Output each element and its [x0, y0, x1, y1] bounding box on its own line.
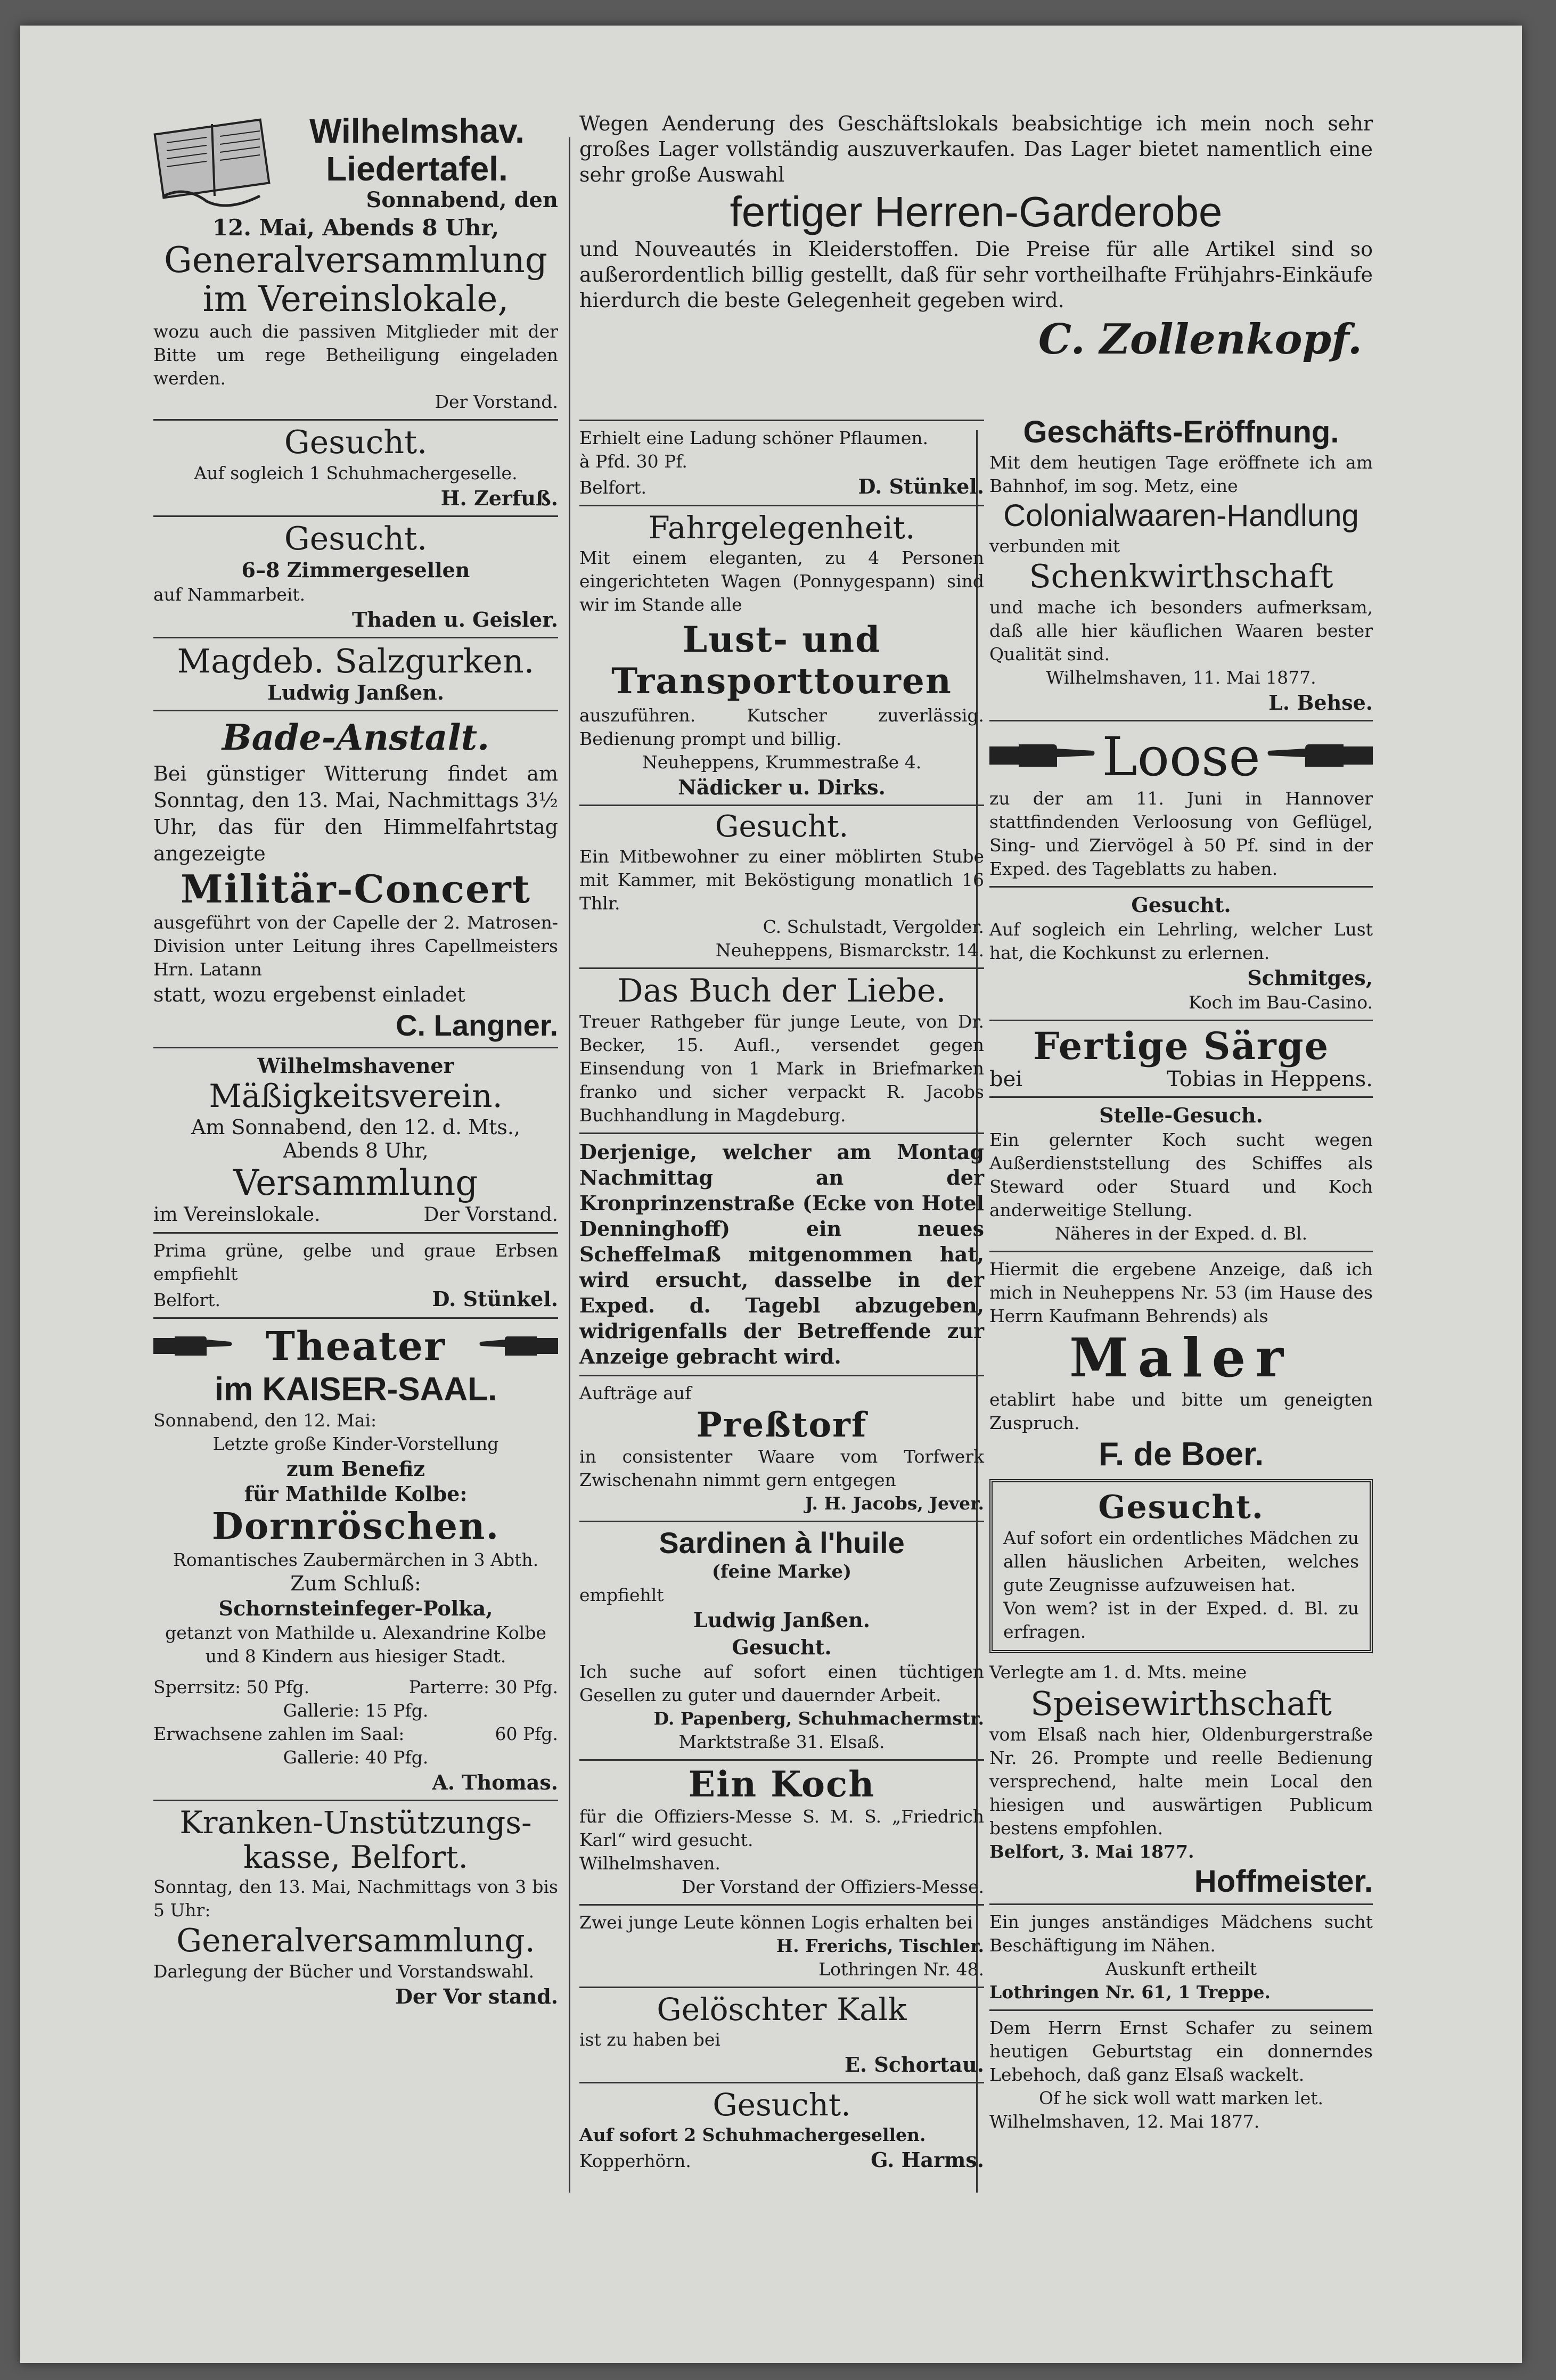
ad-headline: Generalversammlung [163, 240, 547, 281]
ad-body: etablirt habe und bitte um geneigten Zuspruch. [989, 1389, 1373, 1434]
ad-maessigkeitsverein [153, 1054, 558, 1227]
ad-line: bei [989, 1067, 1023, 1092]
songbook-icon [153, 111, 276, 214]
ad-signature: H. Zerfuß. [440, 486, 558, 510]
ad-title: Gesucht. [284, 520, 428, 557]
ad-line: à Pfd. 30 Pf. [579, 451, 687, 472]
ad-zollenkopf [579, 111, 1373, 366]
ad-place: Belfort, 3. Mai 1877. [989, 1841, 1194, 1862]
ad-gesucht-zimmer [153, 522, 558, 631]
ad-krankenkasse [153, 1804, 558, 2009]
divider [153, 1047, 558, 1048]
ad-scheffelmass [579, 1139, 984, 1369]
ad-signature: G. Harms. [871, 2147, 984, 2172]
ad-line: Schornsteinfeger-Polka, [218, 1596, 493, 1620]
ad-line: Romantisches Zaubermärchen in 3 Abth. [173, 1549, 539, 1570]
ad-line: Erhielt eine Ladung schöner Pflaumen. [579, 428, 928, 448]
ad-gesucht-maedchen [989, 1479, 1373, 1653]
divider [579, 1375, 984, 1376]
ad-line: Wilhelmshaven. [579, 1852, 720, 1874]
ad-body: Mit einem eleganten, zu 4 Personen eingerichteten Wagen (Ponnygespann) sind wir im Stande alle [579, 547, 984, 615]
ad-title: Loose [1102, 725, 1260, 788]
ad-line: empfiehlt [579, 1584, 664, 1605]
ad-place: Belfort. [153, 1290, 220, 1311]
divider [989, 720, 1373, 721]
ad-signature: H. Frerichs, Tischler. [776, 1935, 984, 1956]
ad-title: kasse, Belfort. [243, 1839, 468, 1875]
pointing-hand-icon [1266, 737, 1373, 776]
ad-signature: D. Stünkel. [858, 474, 984, 498]
ad-sardinen [579, 1525, 984, 1632]
ad-signature: Schmitges, [1247, 965, 1373, 990]
ad-place: Belfort. [579, 477, 646, 498]
ad-signature: Der Vorstand der Offiziers-Messe. [682, 1876, 984, 1897]
ad-geburtstag [989, 2016, 1373, 2133]
price-item: Erwachsene zahlen im Saal: [153, 1723, 405, 1744]
divider [153, 710, 558, 711]
ad-signature: D. Papenberg, Schuhmachermstr. [653, 1708, 984, 1729]
ad-maler [989, 1258, 1373, 1472]
pointing-hand-icon [153, 1330, 233, 1364]
ad-body: Mit dem heutigen Tage eröffnete ich am Bahnhof, im sog. Metz, eine [989, 452, 1373, 496]
divider [153, 1317, 558, 1319]
ad-badeanstalt [153, 717, 558, 1041]
ad-signature: J. H. Jacobs, Jever. [805, 1492, 984, 1514]
divider [579, 2082, 984, 2083]
ad-body: Wegen Aenderung des Geschäftslokals beabsichtige ich mein noch sehr großes Lager vollständig auszuverkaufen. Das Lager bietet namentlich eine sehr große Auswahl [579, 112, 1373, 186]
ad-body: Zwei junge Leute können Logis erhalten bei [579, 1911, 973, 1933]
divider [579, 505, 984, 506]
ad-title: Gelöschter Kalk [657, 1991, 907, 2028]
ad-title: Gesucht. [1098, 1489, 1264, 1527]
divider [153, 637, 558, 638]
divider [579, 1132, 984, 1134]
ad-presstorf [579, 1382, 984, 1515]
ad-line: Letzte große Kinder-Vorstellung [212, 1433, 499, 1455]
ad-title: Gesucht. [715, 809, 849, 844]
ad-body: Auf sofort ein ordentliches Mädchen zu allen häuslichen Arbeiten, welches gute Zeugnisse aufzuweisen hat. [1003, 1528, 1359, 1596]
ad-body: Auf sogleich 1 Schuhmachergeselle. [194, 462, 518, 483]
price-item: Sperrsitz: 50 Pfg. [153, 1676, 310, 1697]
ad-headline: Maler [1069, 1326, 1293, 1390]
ad-body: Ich suche auf sofort einen tüchtigen Gesellen zu guter und dauernder Arbeit. [579, 1661, 984, 1705]
ad-signature: Hoffmeister. [1194, 1864, 1373, 1899]
divider [153, 1232, 558, 1234]
ad-signature: Ludwig Janßen. [267, 680, 444, 704]
column-right [989, 414, 1373, 2203]
ad-signature: F. de Boer. [1098, 1436, 1264, 1473]
newspaper-page [20, 26, 1522, 2363]
ad-title: Ein Koch [688, 1763, 875, 1805]
ad-stelle-gesuch [989, 1103, 1373, 1245]
ad-headline: Lust- und Transporttouren [611, 618, 952, 702]
ad-line: Auf sofort 2 Schuhmachergesellen. [579, 2124, 926, 2145]
divider [989, 1903, 1373, 1905]
ad-signature: Der Vorstand. [435, 391, 558, 412]
ad-headline: Colonialwaaren-Handlung [1003, 498, 1359, 533]
ad-body: Derjenige, welcher am Montag Nachmittag an der Kronprinzenstraße (Ecke von Hotel Denninghoff) ein neues Scheffelmaß mitgenommen hat, wird ersucht, dasselbe in der Exped. d. Tagebl abzugeben, widrigenfalls der Betreffende zur Anzeige gebracht wird. [579, 1139, 984, 1368]
ad-erbsen [153, 1239, 558, 1312]
ad-body: Darlegung der Bücher und Vorstandswahl. [153, 1961, 535, 1982]
ad-body: vom Elsaß nach hier, Oldenburgerstraße Nr. 26. Prompte und reelle Bedienung versprechend, halte mein Local den hiesigen und auswärtigen Publicum bestens empfohlen. [989, 1724, 1373, 1839]
ad-title: Bade-Anstalt. [222, 716, 490, 758]
ad-line: Auskunft ertheilt [1105, 1958, 1257, 1980]
ad-signature: Tobias in Heppens. [1167, 1067, 1373, 1092]
ad-headline: Preßtorf [696, 1405, 867, 1445]
ad-line: auf Nammarbeit. [153, 584, 306, 605]
ad-line: für Mathilde Kolbe: [244, 1482, 468, 1506]
ad-signature: A. Thomas. [432, 1770, 558, 1794]
divider [153, 515, 558, 517]
price-row [153, 1676, 558, 1699]
ad-gesucht-geselle [579, 1635, 984, 1754]
ad-signature: Neuheppens, Bismarckstr. 14. [715, 939, 984, 961]
ad-signature: E. Schortau. [844, 2052, 984, 2077]
ad-signature: L. Behse. [1268, 690, 1373, 715]
divider [579, 805, 984, 806]
ad-subtitle: (feine Marke) [711, 1561, 852, 1582]
ad-headline: im Vereinslokale, [202, 278, 509, 320]
ad-headline: Speisewirthschaft [1030, 1684, 1332, 1724]
ad-place: Wilhelmshaven, 12. Mai 1877. [989, 2111, 1260, 2132]
ad-body: für die Offiziers-Messe S. M. S. „Friedrich Karl“ wird gesucht. [579, 1805, 984, 1850]
price-row [153, 1722, 558, 1746]
ad-line: zum Benefiz [286, 1457, 425, 1481]
ad-body: wozu auch die passiven Mitglieder mit der Bitte um rege Betheiligung eingeladen werden. [153, 321, 558, 389]
ad-koch [579, 1763, 984, 1899]
ad-logis [579, 1911, 984, 1981]
ad-body: Auf sogleich ein Lehrling, welcher Lust hat, die Kochkunst zu erlernen. [989, 918, 1373, 963]
pointing-hand-icon [989, 737, 1096, 776]
ad-line: Lothringen Nr. 61, 1 Treppe. [989, 1982, 1271, 2003]
ad-body: Bei günstiger Witterung findet am Sonntag, den 13. Mai, Nachmittags 3½ Uhr, das für den Himmelfahrtstag angezeigte [153, 761, 558, 865]
ad-geschaefts-eroeffnung [989, 416, 1373, 715]
ad-headline: Dornröschen. [211, 1505, 500, 1548]
ad-body: Ein gelernter Koch sucht wegen Außerdienststellung des Schiffes als Steward oder Stuard und Koch anderweitige Stellung. [989, 1129, 1373, 1221]
ad-body: Sonntag, den 13. Mai, Nachmittags von 3 bis 5 Uhr: [153, 1876, 558, 1921]
ad-title: Liedertafel. [326, 150, 508, 188]
ad-title: Gesucht. [713, 2086, 851, 2123]
ad-signature: D. Stünkel. [432, 1287, 558, 1311]
ad-place: Kopperhörn. [579, 2150, 691, 2171]
ad-signature: C. Langner. [396, 1008, 558, 1043]
ad-body: Dem Herrn Ernst Schafer zu seinem heutigen Geburtstag ein donnerndes Lebehoch, daß ganz Elsaß wackelt. [989, 2017, 1373, 2086]
ad-gesucht-mitbewohner [579, 811, 984, 962]
ad-signature: Ludwig Janßen. [693, 1607, 870, 1632]
ad-title: Gesucht. [732, 1635, 832, 1659]
ad-headline: Militär-Concert [181, 866, 531, 912]
ad-body: Hiermit die ergebene Anzeige, daß ich mich in Neuheppens Nr. 53 (im Hause des Herrn Kaufmann Behrends) als [989, 1259, 1373, 1327]
ad-title: Mäßigkeitsverein. [209, 1078, 503, 1115]
ad-line: Von wem? ist in der Exped. d. Bl. zu erfragen. [1003, 1598, 1359, 1643]
ad-place: Wilhelmshaven, 11. Mai 1877. [1046, 667, 1316, 688]
divider [989, 2009, 1373, 2011]
ad-title: Fertige Särge [1033, 1023, 1330, 1068]
ad-date: 12. Mai, Abends 8 Uhr, [212, 215, 499, 241]
ad-line: Of he sick woll watt marken let. [1039, 2088, 1323, 2109]
ad-title: Kranken-Unstützungs- [179, 1804, 532, 1841]
ad-title: im KAISER-SAAL. [214, 1371, 497, 1408]
ad-body: statt, wozu ergebenst einladet [153, 983, 465, 1007]
column-middle [579, 414, 984, 2203]
divider [153, 419, 558, 421]
ad-line: im Vereinslokale. [153, 1204, 321, 1226]
ad-title: Fahrgelegenheit. [648, 510, 915, 546]
ad-signature: Der Vor stand. [395, 1984, 558, 2009]
ad-date: Sonnabend, den [366, 187, 558, 213]
ad-line: Zum Schluß: [290, 1571, 421, 1595]
column-left [153, 111, 558, 2203]
ad-line: Neuheppens, Krummestraße 4. [642, 751, 922, 773]
ad-naehen [989, 1910, 1373, 2004]
ad-headline: Schenkwirthschaft [1029, 557, 1333, 595]
price-item: Parterre: 30 Pfg. [408, 1676, 558, 1697]
ad-kalk [579, 1993, 984, 2077]
ad-body: und Nouveautés in Kleiderstoffen. Die Preise für alle Artikel sind so außerordentlich billig gestellt, daß für sehr vortheilhafte Frühjahrs-Einkäufe hierdurch die beste Gelegenheit gegeben wird. [579, 237, 1373, 312]
ad-title: Geschäfts-Eröffnung. [1023, 415, 1339, 449]
divider [579, 1987, 984, 1988]
ad-liedertafel [153, 111, 558, 414]
ad-date: Sonnabend, den 12. Mai: [153, 1410, 377, 1431]
ad-body: und mache ich besonders aufmerksam, daß alle hier käuflichen Waaren bester Qualität sind. [989, 596, 1373, 664]
ad-headline: Versammlung [233, 1162, 478, 1204]
column-rule-1 [569, 137, 570, 2193]
ad-body: Ein junges anständiges Mädchens sucht Beschäftigung im Nähen. [989, 1911, 1373, 1956]
ad-line: Näheres in der Exped. d. Bl. [1054, 1223, 1308, 1244]
divider [579, 1521, 984, 1522]
ad-salzgurken [153, 641, 558, 704]
ad-gesucht-harms [579, 2086, 984, 2173]
price-item: Gallerie: 15 Pfg. [283, 1700, 429, 1721]
ad-line: ist zu haben bei [579, 2029, 720, 2050]
ad-title: Stelle-Gesuch. [1099, 1103, 1263, 1128]
ad-line: 6–8 Zimmergesellen [241, 557, 470, 582]
ad-line: verbunden mit [989, 535, 1120, 556]
ad-title: Wilhelmshav. [309, 111, 525, 150]
ad-loose [989, 727, 1373, 881]
ad-line: Verlegte am 1. d. Mts. meine [989, 1662, 1247, 1683]
ad-title: Wilhelmshavener [257, 1054, 454, 1078]
ad-body: Ein Mitbewohner zu einer möblirten Stube mit Kammer, mit Beköstigung monatlich 16 Thlr. [579, 846, 984, 914]
ad-signature: C. Zollenkopf. [1038, 315, 1362, 364]
ad-body: zu der am 11. Juni in Hannover stattfindenden Verloosung von Geflügel, Sing- und Ziervögel à 50 Pf. sind in der Exped. des Tageblatts zu haben. [989, 787, 1373, 879]
ad-signature: Koch im Bau-Casino. [1189, 991, 1373, 1013]
ad-title: Theater [265, 1324, 446, 1370]
ad-title: Gesucht. [284, 423, 428, 461]
ad-speisewirthschaft [989, 1661, 1373, 1898]
ad-signature: Marktstraße 31. Elsaß. [678, 1731, 885, 1752]
ad-title: Sardinen à l'huile [659, 1525, 905, 1560]
divider [579, 420, 984, 421]
price-item: Gallerie: 40 Pfg. [283, 1746, 429, 1768]
ad-signature: Lothringen Nr. 48. [818, 1958, 984, 1980]
price-item: 60 Pfg. [495, 1723, 558, 1744]
ad-pflaumen [579, 426, 984, 499]
divider [989, 1096, 1373, 1098]
divider [989, 1251, 1373, 1252]
ad-gesucht-lehrling [989, 893, 1373, 1014]
ad-fahrgelegenheit [579, 512, 984, 799]
ad-saerge [989, 1023, 1373, 1092]
ad-body: Treuer Rathgeber für junge Leute, von Dr. Becker, 15. Aufl., versendet gegen Einsendung von 1 Mark in Briefmarken franko und sicher verpackt R. Jacobs Buchhandlung in Magdeburg. [579, 1011, 984, 1126]
ad-body: Prima grüne, gelbe und graue Erbsen empfiehlt [153, 1240, 558, 1285]
ad-headline: fertiger Herren-Garderobe [730, 188, 1223, 235]
ad-signature: Nädicker u. Dirks. [678, 775, 886, 799]
divider [579, 1759, 984, 1761]
ad-theater [153, 1324, 558, 1794]
divider [579, 1904, 984, 1906]
ad-signature: C. Schulstadt, Vergolder. [763, 916, 984, 937]
ad-gesucht-schuhmacher [153, 423, 558, 510]
divider [989, 1020, 1373, 1021]
ad-line: Abends 8 Uhr, [283, 1139, 429, 1163]
ad-signature: Thaden u. Geisler. [351, 607, 558, 631]
ad-body: ausgeführt von der Capelle der 2. Matrosen-Division unter Leitung ihres Capellmeisters Hrn. Latann [153, 912, 558, 980]
divider [579, 967, 984, 969]
ad-buch-der-liebe [579, 974, 984, 1127]
ad-body: in consistenter Waare vom Torfwerk Zwischenahn nimmt gern entgegen [579, 1446, 984, 1490]
ad-title: Das Buch der Liebe. [617, 972, 946, 1010]
ad-headline: Generalversammlung. [176, 1922, 535, 1960]
ad-body: auszuführen. Kutscher zuverlässig. Bedienung prompt und billig. [579, 704, 984, 749]
ad-title: Gesucht. [1131, 892, 1231, 917]
pointing-hand-icon [478, 1330, 558, 1364]
ad-line: Aufträge auf [579, 1382, 692, 1404]
ad-signature: Der Vorstand. [423, 1204, 558, 1226]
ad-body: getanzt von Mathilde u. Alexandrine Kolbe und 8 Kindern aus hiesiger Stadt. [165, 1622, 546, 1667]
divider [989, 886, 1373, 888]
ad-line: Am Sonnabend, den 12. d. Mts., [191, 1115, 521, 1139]
divider [153, 1800, 558, 1801]
ad-title: Magdeb. Salzgurken. [177, 641, 535, 680]
